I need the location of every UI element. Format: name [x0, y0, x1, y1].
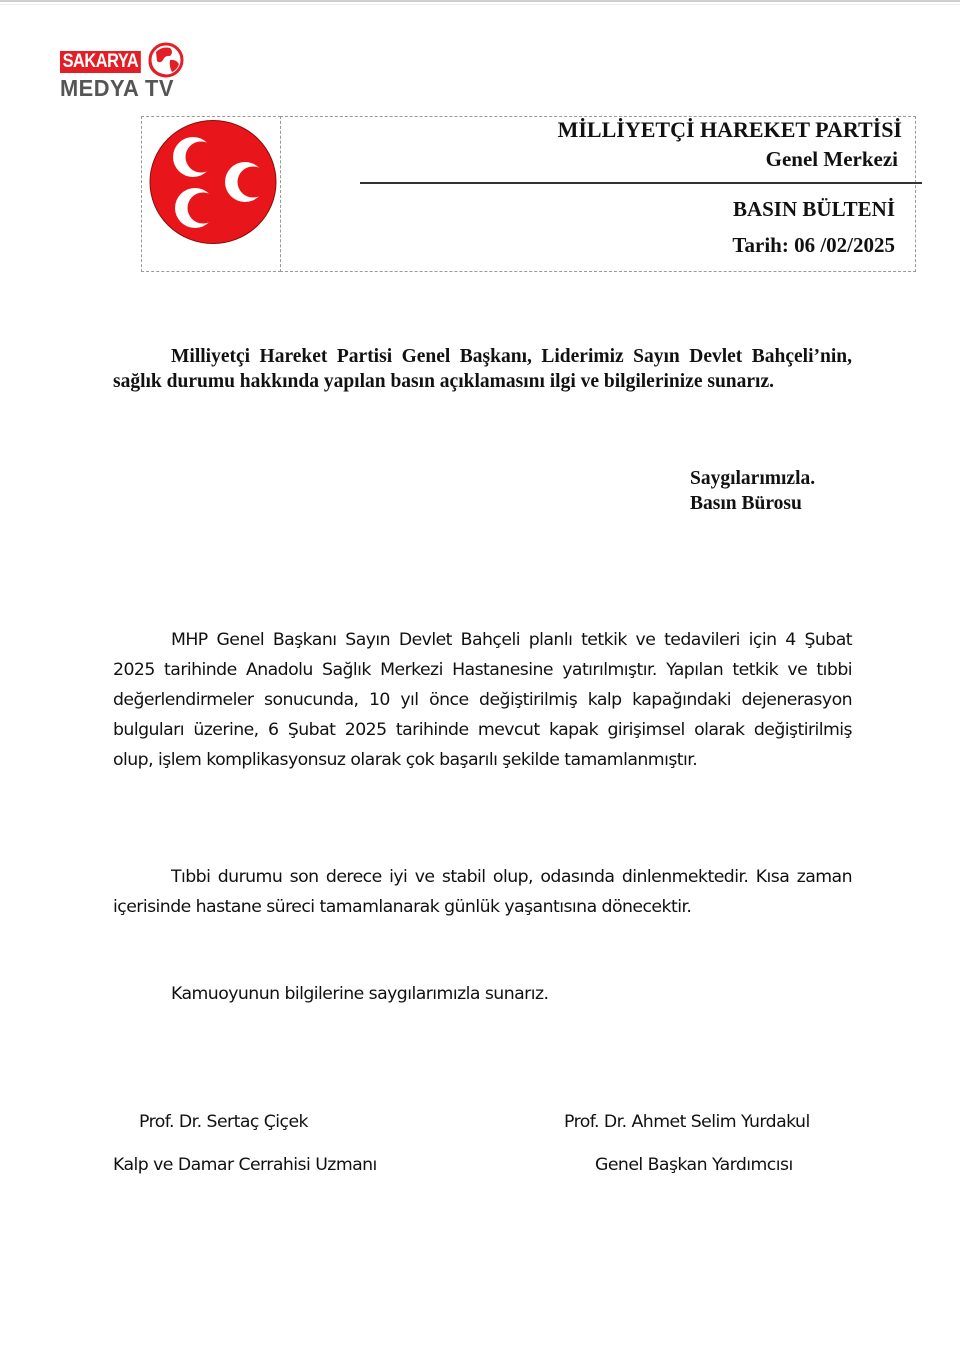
document-type: BASIN BÜLTENİ [732, 197, 895, 221]
closing-regards: Saygılarımızla. [690, 468, 816, 489]
party-name: MİLLİYETÇİ HAREKET PARTİSİ [557, 117, 902, 142]
statement-paragraph-3 [113, 979, 852, 1009]
three-crescents-emblem-icon [148, 119, 278, 245]
signature-2-title: Genel Başkan Yardımcısı [595, 1155, 793, 1175]
watermark-logo [60, 42, 190, 102]
globe-icon [148, 42, 184, 78]
intro-text: Milliyetçi Hareket Partisi Genel Başkanı, Liderimiz Sayın Devlet Bahçeli’nin, sağlık durumu hakkında yapılan basın açıklamasını ilgi ve bilgilerinize sunarız. [113, 346, 852, 392]
document-date: Tarih: 06 /02/2025 [732, 233, 895, 257]
signature-1-title: Kalp ve Damar Cerrahisi Uzmanı [113, 1155, 377, 1175]
statement-text-1: MHP Genel Başkanı Sayın Devlet Bahçeli planlı tetkik ve tedavileri için 4 Şubat 2025 tarihinde Anadolu Sağlık Merkezi Hastanesine yatırılmıştır. Yapılan tetkik ve tıbbi değerlendirmeler sonucunda, 10 yıl önce değiştirilmiş kalp kapağındaki dejenerasyon bulguları üzerine, 6 Şubat 2025 tarihinde mevcut kapak girişimsel olarak değiştirilmiş olup, işlem komplikasyonsuz olarak çok başarılı şekilde tamamlanmıştır. [113, 630, 852, 770]
statement-text-3: Kamuoyunun bilgilerine saygılarımızla sunarız. [171, 984, 549, 1004]
watermark-line2: MEDYA TV [60, 75, 174, 101]
header-divider [360, 182, 922, 184]
closing-block [690, 466, 815, 516]
statement-paragraph-2 [113, 862, 852, 922]
watermark-line1: SAKARYA [60, 51, 141, 73]
statement-text-2: Tıbbi durumu son derece iyi ve stabil olup, odasında dinlenmektedir. Kısa zaman içerisinde hastane süreci tamamlanarak günlük yaşantısına dönecektir. [113, 867, 852, 917]
page-top-border [0, 0, 960, 2]
intro-paragraph [113, 344, 852, 394]
page-top-border-inner [0, 4, 960, 5]
signature-2-name: Prof. Dr. Ahmet Selim Yurdakul [564, 1112, 810, 1132]
closing-office: Basın Bürosu [690, 493, 802, 514]
signature-1-name: Prof. Dr. Sertaç Çiçek [139, 1112, 309, 1132]
statement-paragraph-1 [113, 625, 852, 775]
office-name: Genel Merkezi [765, 147, 898, 171]
